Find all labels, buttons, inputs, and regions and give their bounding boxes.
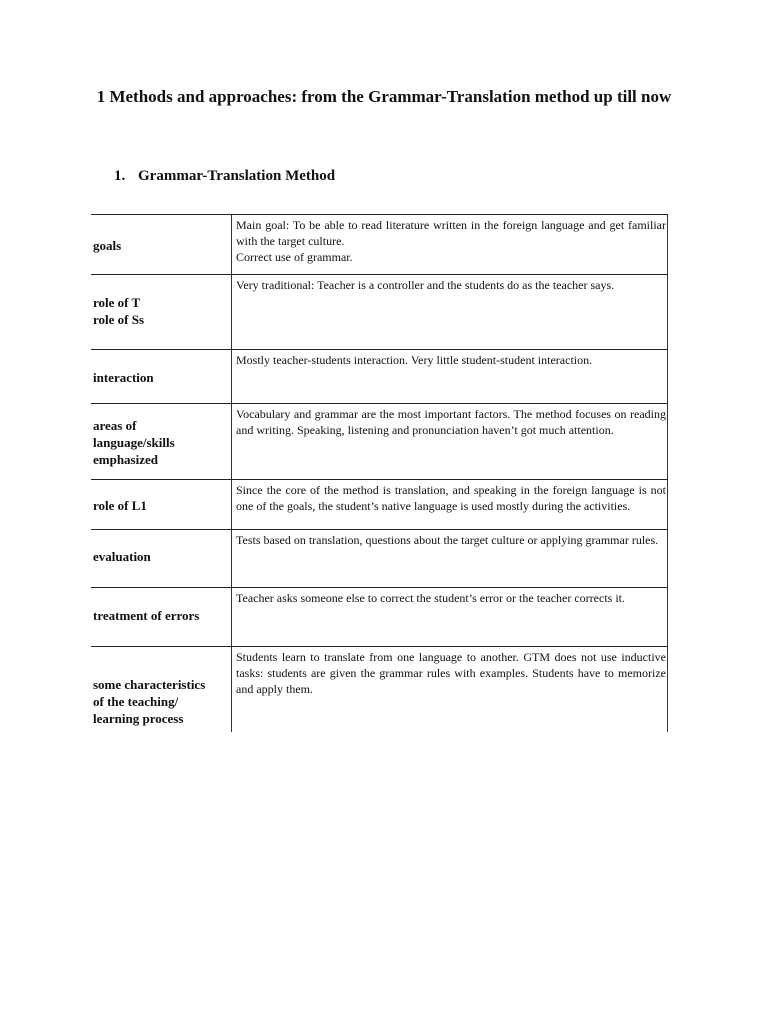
row-text-characteristics: Students learn to translate from one language to another. GTM does not use inductive tasks: students are given the grammar rules with examples. Students have to memorize and apply them.: [236, 650, 666, 696]
row-label-characteristics: some characteristics of the teaching/ learning process: [93, 677, 206, 726]
row-label-errors: treatment of errors: [93, 607, 200, 623]
row-label-roles: role of T role of Ss: [93, 295, 145, 327]
row-label-interaction: interaction: [93, 369, 154, 385]
row-text-goals: Main goal: To be able to read literature written in the foreign language and get familiar with the target culture. Correct use of grammar.: [236, 218, 666, 264]
table-right-edge: [667, 214, 668, 732]
row-text-l1: Since the core of the method is translation, and speaking in the foreign language is not one of the goals, the student’s native language is used mostly during the activities.: [236, 483, 666, 513]
row-label-l1: role of L1: [93, 497, 147, 513]
row-text-interaction: Mostly teacher-students interaction. Very little student-student interaction.: [236, 353, 593, 367]
section-number: 1.: [114, 168, 126, 184]
row-label-goals: goals: [93, 237, 122, 253]
document-title: 1 Methods and approaches: from the Grammar-Translation method up till now: [96, 87, 672, 106]
row-text-errors: Teacher asks someone else to correct the student’s error or the teacher corrects it.: [236, 591, 625, 605]
row-text-evaluation: Tests based on translation, questions about the target culture or applying grammar rules.: [236, 533, 659, 547]
row-label-evaluation: evaluation: [93, 548, 151, 564]
column-divider: [231, 214, 232, 732]
row-label-areas: areas of language/skills emphasized: [93, 417, 175, 467]
row-text-roles: Very traditional: Teacher is a controller and the students do as the teacher says.: [236, 278, 615, 292]
section-heading: [114, 168, 335, 185]
row-text-areas: Vocabulary and grammar are the most important factors. The method focuses on reading and writing. Speaking, listening and pronunciation haven’t got much attention.: [236, 407, 666, 437]
section-title: Grammar-Translation Method: [138, 168, 336, 184]
